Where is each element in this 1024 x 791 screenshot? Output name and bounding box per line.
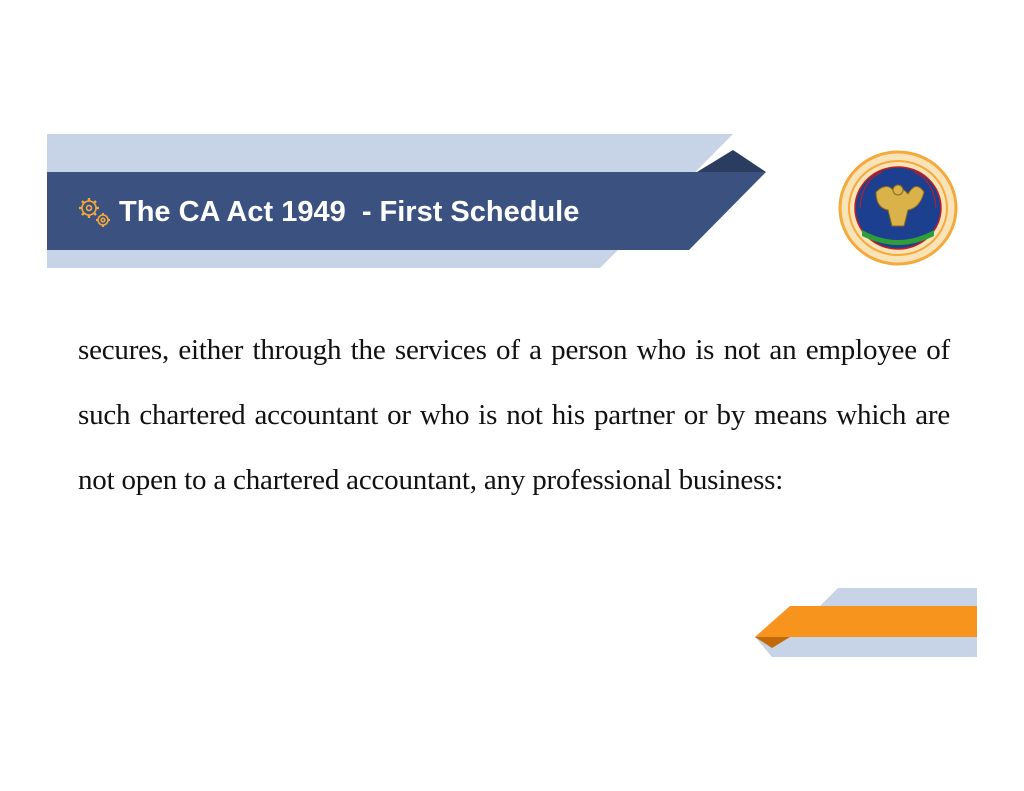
accent-light-top — [818, 588, 977, 608]
accent-light-bottom — [755, 637, 977, 657]
body-paragraph: secures, either through the services of a person who is not an employee of such chartered accountant or who is not his partner or by means which are not open to a chartered accountant, any professional business: — [78, 334, 950, 496]
accent-orange-band — [755, 606, 977, 637]
title-text: The CA Act 1949 - First Schedule — [119, 195, 580, 228]
